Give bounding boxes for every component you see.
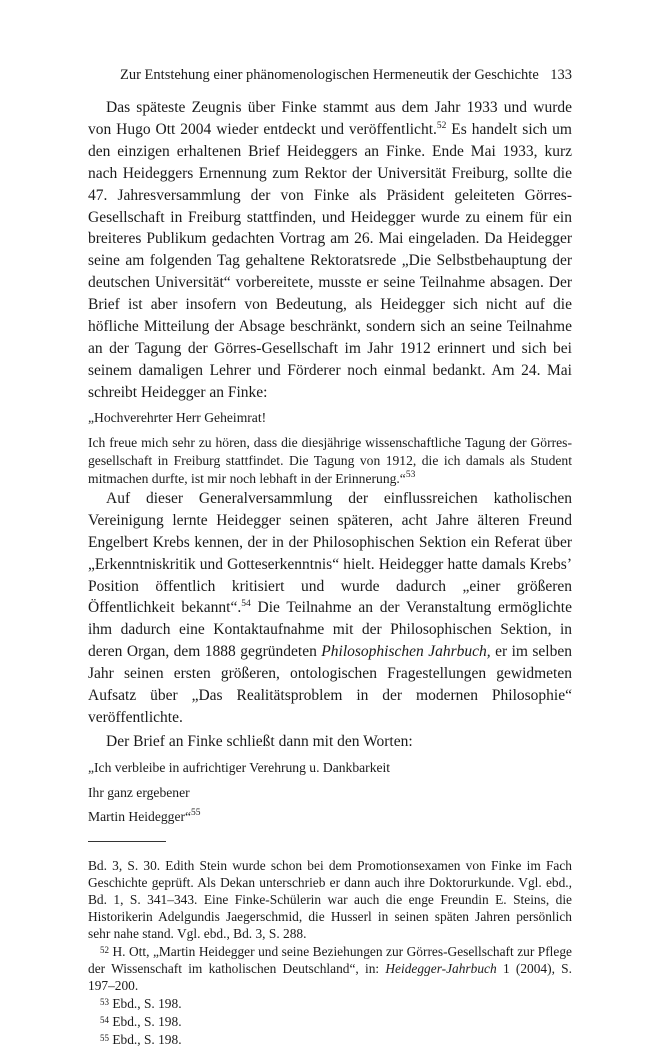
footnote-54	[88, 1013, 572, 1030]
quote-1-salutation: „Hochverehrter Herr Geheimrat!	[88, 409, 267, 425]
quote-2-valediction: Ihr ganz ergebener	[88, 784, 190, 800]
footnote-separator	[88, 841, 166, 842]
footnotes	[88, 857, 572, 1048]
paragraph-2-text-a: Auf dieser Generalversammlung der einflussreichen katholischen Vereinigung lernte Heidegger seinen späteren, acht Jahre älteren Freund Engelbert Krebs kennen, der in der Philosophischen Sektion ein Referat über „Erkenntniskritik und Gotteserkenntnis“ hielt. Heidegger hatte damals Krebs’ Position öffentlich kritisiert und wurde dadurch „einer größeren Öffentlichkeit bekannt“.	[88, 489, 572, 617]
paragraph-2	[88, 488, 572, 729]
page-number: 133	[550, 67, 572, 83]
footnote-continued: Bd. 3, S. 30. Edith Stein wurde schon bei dem Promotionsexamen von Finke im Fach Geschichte geprüft. Als Dekan unterschrieb er dann auch ihre Doktorurkunde. Vgl. ebd., Bd. 1, S. 341–343. Eine Finke-Schülerin war auch die enge Freundin E. Steins, die Historikerin Adelgundis Jaegerschmid, die Husserl in seinen späten Jahren persönlich sehr nahe stand. Vgl. ebd., Bd. 3, S. 288.	[88, 858, 572, 942]
footnote-52-italic: Heidegger-Jahrbuch	[385, 961, 497, 977]
paragraph-1-text-b: Es handelt sich um den einzigen erhaltenen Brief Heideggers an Finke. Ende Mai 1933, kurz nach Heideggers Ernennung zum Rektor der Universität Freiburg, sollte die 47. Jahresversammlung der von Finke als Präsident geleiteten Görres-Gesellschaft in Freiburg stattfinden, und Heidegger wurde zu einem für ein breiteres Publikum gedachten Vortrag am 26. Mai eingeladen. Da Heidegger seine am folgenden Tag gehaltene Rektoratsrede „Die Selbstbehauptung der deutschen Universität“ vorbereitete, musste er seine Teilnahme absagen. Der Brief ist aber insofern von Bedeutung, als Heidegger sich nicht auf die höfliche Mitteilung der Absage beschränkt, sondern sich an seine Teilnahme an der Tagung der Görres-Gesellschaft im Jahr 1912 erinnert und sich bei seinem damaligen Lehrer und Förderer noch einmal bedankt. Am 24. Mai schreibt Heidegger an Finke:	[88, 120, 572, 401]
footnote-52-text-b: 1 (2004), S. 197–200.	[88, 961, 572, 994]
footnote-number-54: 54	[100, 1015, 109, 1026]
quote-2-signature	[88, 808, 572, 826]
footnote-number-55: 55	[100, 1033, 109, 1044]
footnote-number-52: 52	[100, 945, 109, 956]
paragraph-2-text-b: Die Teilnahme an der Veranstaltung ermöglichte ihm dadurch eine Kontaktaufnahme mit der Philosophischen Sektion, in deren Organ, dem 1888 gegründeten	[88, 599, 572, 661]
footnote-52	[88, 943, 572, 994]
quote-1-text: Ich freue mich sehr zu hören, dass die diesjährige wissenschaftliche Tagung der Görres-gesellschaft in Freiburg stattfindet. Die Tagung von 1912, die ich damals als Student mitmachen durfte, ist mir noch lebhaft in der Erinnerung.“	[88, 435, 572, 487]
journal-title: Philosophischen Jahrbuch,	[321, 643, 491, 661]
footnote-ref-54[interactable]: 54	[241, 599, 251, 610]
footnote-ref-52[interactable]: 52	[436, 120, 447, 131]
footnote-ref-53[interactable]: 53	[405, 470, 416, 481]
footnote-53-text: Ebd., S. 198.	[109, 996, 182, 1012]
running-head-title: Zur Entstehung einer phänomenologischen Hermeneutik der Geschichte	[120, 67, 539, 83]
footnote-ref-55[interactable]: 55	[191, 808, 201, 819]
footnote-54-text: Ebd., S. 198.	[109, 1014, 182, 1030]
footnote-53	[88, 995, 572, 1012]
footnote-55	[88, 1031, 572, 1048]
footnote-number-53: 53	[100, 997, 109, 1008]
paragraph-1-text-a: Das späteste Zeugnis über Finke stammt aus dem Jahr 1933 und wurde von Hugo Ott 2004 wieder entdeckt und veröffentlicht.	[88, 99, 572, 138]
footnote-55-text: Ebd., S. 198.	[109, 1032, 182, 1048]
paragraph-1	[88, 97, 572, 404]
quote-2-closing: „Ich verbleibe in aufrichtiger Verehrung u. Dankbarkeit	[88, 759, 391, 775]
main-text	[88, 97, 572, 1048]
footnote-52-text-a: H. Ott, „Martin Heidegger und seine Beziehungen zur Görres-Gesellschaft zur Pflege der Wissenschaft im katholischen Deutschland“, in:	[88, 944, 572, 977]
quote-1-body	[88, 434, 572, 487]
paragraph-2-text-c: er im selben Jahr seinen ersten größeren, ontologischen Fragestellungen gewidmeten Aufsatz über „Das Realitätsproblem in der modernen Philosophie“ veröffentlichte.	[88, 643, 572, 726]
paragraph-3: Der Brief an Finke schließt dann mit den Worten:	[106, 732, 413, 750]
signature-name: Martin Heidegger“	[88, 809, 192, 825]
